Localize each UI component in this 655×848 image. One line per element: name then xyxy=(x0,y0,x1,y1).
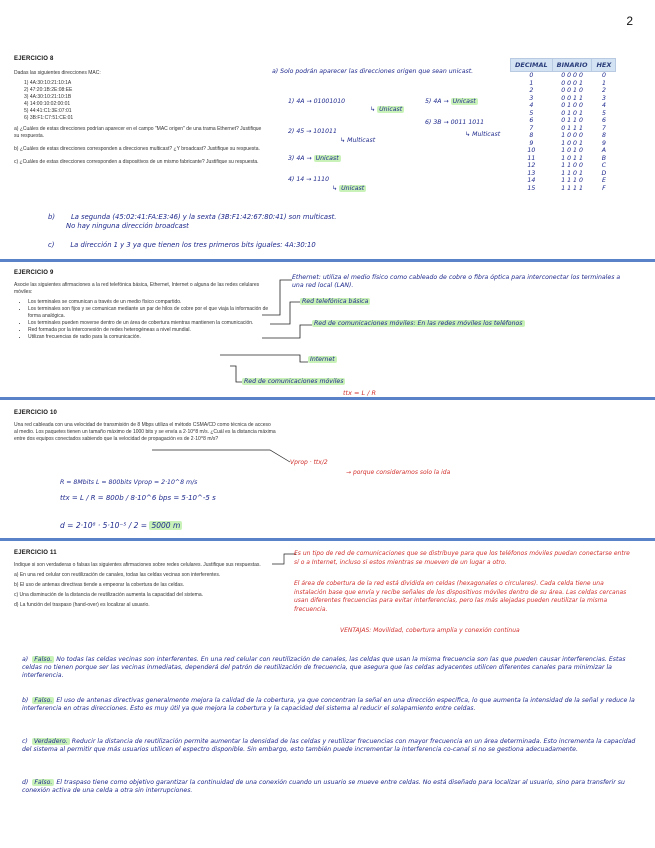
hex-cell: F xyxy=(602,184,606,192)
hex-cell: 6 xyxy=(601,117,606,124)
hex-cell: 9 xyxy=(601,139,606,147)
exercise-10-statement: Una red cableada con una velocidad de transmisión de 8 Mbps utiliza el método CSMA/CD como técnica de acceso al medio. Los paquetes tienen un tamaño máximo de 1000 bits y se envía a 2·10^8 m/s. ¿Cuál es la distancia máxima entre dos equipos conectados sabiendo que la velocidad de propagación es de 2·10^8 m/s? xyxy=(14,422,276,442)
binary-cell: 1 0 1 0 xyxy=(561,147,583,154)
hex-cell: 2 xyxy=(601,87,606,94)
arrow-rtb xyxy=(270,302,300,324)
exercise-10-title: EJERCICIO 10 xyxy=(14,410,58,416)
binary-cell: 0 1 1 0 xyxy=(561,117,583,124)
hex-cell: B xyxy=(601,154,607,162)
decimal-cell: 13 xyxy=(527,169,536,177)
answer-b-broadcast: No hay ninguna dirección broadcast xyxy=(66,222,189,230)
binary-cell: 1 0 1 1 xyxy=(561,154,583,162)
hex-cell: 3 xyxy=(601,94,606,102)
page-number: 2 xyxy=(626,14,633,28)
hex-cell: C xyxy=(601,162,607,169)
hex-cell: 5 xyxy=(601,109,606,117)
exercise-9-intro: Asocie las siguientes afirmaciones a la red telefónica básica, Ethernet, Internet o alguna de las redes celulares móviles: xyxy=(14,282,260,295)
statement-b: b) El uso de antenas directivas tiende a empeorar la cobertura de las celdas. xyxy=(14,582,185,588)
answer-a-item-3: 3) 4A → Unicast xyxy=(288,155,339,162)
table-row xyxy=(511,177,616,185)
question-b: b) ¿Cuáles de estas direcciones corresponden a direcciones multicast? ¿Y broadcast? Justifique su respuesta. xyxy=(14,146,260,152)
binary-cell: 1 1 1 0 xyxy=(561,177,583,184)
table-row xyxy=(511,125,616,133)
table-row xyxy=(511,155,616,163)
hex-cell: 7 xyxy=(601,124,606,132)
decimal-cell: 1 xyxy=(529,79,534,87)
section-divider xyxy=(0,397,655,400)
list-item: • Los terminales se comunican a través de un medio físico compartido. xyxy=(28,299,269,306)
table-header-binario: BINARIO xyxy=(552,59,592,72)
answer-11-d: d) Falso. El traspaso tiene como objetivo garantizar la continuidad de una conexión cuando un usuario se mueve entre celdas. No está diseñado para localizar al usuario, sino para transferir su conexión activa de una celda a otra sin interrupciones. xyxy=(22,779,625,794)
answer-a-text: a) Solo podrán aparecer las direcciones origen que sean unicast. xyxy=(272,68,474,75)
mac-item: 5) 44:41:C1:3E:07:01 xyxy=(24,108,72,114)
one-way-note: → porque consideramos solo la ida xyxy=(346,469,451,476)
answer-11-b: b) Falso. El uso de antenas directivas generalmente mejora la calidad de la cobertura, ya que concentran la señal en una dirección específica, lo que aumenta la intensidad de la señal y reduce la interferencia en otras direcciones. Esto es muy útil ya que mejora la cobertura y la capacidad del sistema al reducir el solapamiento entre celdas. xyxy=(22,697,635,712)
mac-item: 2) 47:20:1B:2E:08:EE xyxy=(24,87,73,93)
multicast-tag: ↳ Multicast xyxy=(465,131,501,138)
mac-item: 4) 14:00:10:02:00:01 xyxy=(24,101,71,107)
decimal-cell: 7 xyxy=(529,124,534,132)
binary-cell: 1 1 0 0 xyxy=(561,162,583,169)
hex-cell: 8 xyxy=(601,132,606,139)
binary-cell: 0 0 1 1 xyxy=(561,94,583,102)
cellular-definition-2: El área de cobertura de la red está dividida en celdas (hexagonales o circulares). Cada celda tiene una instalación base que envía y recibe señales de los dispositivos móviles dentro de su área. Las celdas cercanas usan diferentes frecuencias para evitar interferencias, pero las más alejadas pueden reutilizar la misma frecuencia. xyxy=(294,580,627,613)
mac-item: 3) 4A:30:10:21:10:1B xyxy=(24,94,72,100)
answer-a-item-6: 6) 3B → 0011 1011 xyxy=(425,119,485,126)
question-c: c) ¿Cuáles de estas direcciones corresponden a dispositivos de un mismo fabricante? Justifique su respuesta. xyxy=(14,159,259,165)
question-a: a) ¿Cuáles de estas direcciones podrían aparecer en el campo "MAC origen" de una trama Ethernet? Justifique su respuesta. xyxy=(14,126,262,139)
answer-c: c) La dirección 1 y 3 ya que tienen los tres primeros bits iguales: 4A:30:10 xyxy=(48,241,316,249)
rtb-answer: Red telefónica básica xyxy=(302,298,369,305)
list-item: • Utilizan frecuencias de radio para la comunicación. xyxy=(28,334,269,341)
arrow-movil xyxy=(262,325,312,338)
decimal-cell: 2 xyxy=(529,87,534,94)
exercise-8-title: EJERCICIO 8 xyxy=(14,56,54,62)
binary-cell: 1 1 1 1 xyxy=(561,184,583,192)
calc-line-2: ttx = L / R = 800b / 8·10^6 bps = 5·10^-5 s xyxy=(60,494,216,502)
arrow-movil2 xyxy=(230,366,242,382)
binary-cell: 0 0 1 0 xyxy=(561,87,583,94)
movil-answer-2: Red de comunicaciones móviles xyxy=(244,378,344,385)
unicast-tag: ↳ Unicast xyxy=(370,106,403,113)
calc-line-1: R = 8Mbits L = 800bits Vprop = 2·10^8 m/s xyxy=(60,479,198,486)
answer-a-item-2: 2) 45 → 101011 xyxy=(288,128,337,135)
exercise-11-intro: Indique si son verdaderas o falsas las siguientes afirmaciones sobre redes celulares. Justifique sus respuestas. xyxy=(14,562,261,568)
statement-d: d) La función del traspaso (hand-over) es localizar al usuario. xyxy=(14,602,150,608)
highlight-arrow xyxy=(150,446,300,468)
table-row xyxy=(511,132,616,140)
mac-item: 1) 4A:30:10:21:10:1A xyxy=(24,80,72,86)
hex-cell: 1 xyxy=(601,79,606,87)
exercise-11-statement xyxy=(14,562,272,612)
answer-a-item-4: 4) 14 → 1110 xyxy=(288,176,330,183)
table-row xyxy=(511,95,616,103)
decimal-cell: 15 xyxy=(527,184,536,192)
table-row xyxy=(511,162,616,170)
exercise-8-intro: Dadas las siguientes direcciones MAC: xyxy=(14,70,101,76)
mac-item: 6) 3B:F1:C7:51:CE:01 xyxy=(24,115,74,121)
cellular-definition: Es un tipo de red de comunicaciones que se distribuye para que los teléfonos móviles puedan conectarse entre sí o a Internet, incluso si estos mientras se mueven de un lugar a otro. xyxy=(294,550,630,566)
hex-cell: E xyxy=(601,177,606,184)
hex-cell: A xyxy=(601,147,607,154)
decimal-cell: 6 xyxy=(529,117,534,124)
table-row xyxy=(511,140,616,148)
answer-a-item-5: 5) 4A → Unicast xyxy=(425,98,476,105)
table-header-hex: HEX xyxy=(592,59,616,72)
decimal-cell: 8 xyxy=(529,132,534,139)
decimal-cell: 3 xyxy=(529,94,534,102)
decimal-cell: 4 xyxy=(529,102,534,109)
statement-a: a) En una red celular con reutilización de canales, todas las celdas vecinas son interferentes. xyxy=(14,572,221,578)
internet-answer: Internet xyxy=(310,356,335,363)
table-row xyxy=(511,117,616,125)
answer-b: b) La segunda (45:02:41:FA:E3:46) y la sexta (3B:F1:42:67:80:41) son multicast. xyxy=(48,213,337,221)
decimal-cell: 0 xyxy=(529,72,534,79)
table-row xyxy=(511,147,616,155)
binary-cell: 0 1 0 1 xyxy=(561,109,583,117)
table-row xyxy=(511,102,616,110)
table-row xyxy=(511,80,616,88)
decimal-cell: 11 xyxy=(527,154,536,162)
table-row xyxy=(511,87,616,95)
calc-line-3: d = 2·10⁸ · 5·10⁻⁵ / 2 = 5000 m xyxy=(60,521,181,530)
movil-answer: Red de comunicaciones móviles: En las redes móviles los teléfonos xyxy=(314,320,523,327)
hex-cell: D xyxy=(601,169,607,177)
table-row xyxy=(511,72,616,80)
hex-cell: 4 xyxy=(601,102,606,109)
binary-cell: 0 1 1 1 xyxy=(561,124,583,132)
list-item: • Los terminales pueden moverse dentro de un área de cobertura mientras mantienen la comunicación. xyxy=(28,320,269,327)
statement-c: c) Una disminución de la distancia de reutilización aumenta la capacidad del sistema. xyxy=(14,592,203,598)
answer-11-c: c) Verdadero. Reducir la distancia de reutilización permite aumentar la densidad de las celdas y reutilizar frecuencias con mayor frecuencia en un área determinada. Esto incrementa la capacidad del sistema al permitir que más usuarios utilicen el espectro disponible. Sin embargo, esto también puede incrementar la interferencia co-canal si no se gestiona adecuadamente. xyxy=(22,738,636,753)
table-row xyxy=(511,110,616,118)
decimal-cell: 5 xyxy=(529,109,534,117)
exercise-11-title: EJERCICIO 11 xyxy=(14,550,57,556)
binary-cell: 0 0 0 1 xyxy=(561,79,583,87)
binary-cell: 1 0 0 1 xyxy=(561,139,583,147)
vprop-formula: Vprop · ttx/2 xyxy=(290,459,328,466)
binary-cell: 1 1 0 1 xyxy=(561,169,583,177)
binary-table xyxy=(510,58,616,192)
list-item: • Los terminales son fijos y se comunican mediante un par de hilos de cobre por el que viaja la información de forma analógica. xyxy=(28,306,269,320)
cellular-advantages: VENTAJAS: Movilidad, cobertura amplia y conexión continua xyxy=(340,627,520,634)
decimal-cell: 9 xyxy=(529,139,534,147)
table-header-decimal: DECIMAL xyxy=(511,59,553,72)
ethernet-answer: Ethernet: utiliza el medio físico como cableado de cobre o fibra óptica para interconectar los terminales a una red local (LAN). xyxy=(292,274,621,289)
hex-cell: 0 xyxy=(601,72,606,79)
table-row xyxy=(511,185,616,193)
answer-11-a: a) Falso. No todas las celdas vecinas son interferentes. En una red celular con reutilización de canales, las celdas que usan la misma frecuencia son las que pueden causar interferencias. Estas celdas no tienen porque ser las vecinas inmediatas, dependerá del patrón de reutilización de frecuencia, que asegura que las celdas adyacentes utilicen diferentes canales para minimizar la interferencia. xyxy=(22,656,626,679)
binary-cell: 0 1 0 0 xyxy=(561,102,583,109)
arrow-internet xyxy=(220,355,308,362)
section-divider xyxy=(0,538,655,541)
decimal-cell: 12 xyxy=(527,162,536,169)
multicast-tag: ↳ Multicast xyxy=(340,137,376,144)
arrow-ethernet xyxy=(262,280,292,315)
binary-cell: 0 0 0 0 xyxy=(561,72,583,79)
decimal-cell: 10 xyxy=(527,147,536,154)
answer-a-item-1: 1) 4A → 01001010 xyxy=(288,98,346,105)
unicast-tag: ↳ Unicast xyxy=(332,185,365,192)
exercise-8-statement xyxy=(14,70,264,169)
exercise-9-title: EJERCICIO 9 xyxy=(14,270,54,276)
table-row xyxy=(511,170,616,178)
binary-cell: 1 0 0 0 xyxy=(561,132,583,139)
ttx-formula: ttx = L / R xyxy=(343,389,376,397)
list-item: • Red formada por la interconexión de redes heterogéneas a nivel mundial. xyxy=(28,327,269,334)
decimal-cell: 14 xyxy=(527,177,536,184)
